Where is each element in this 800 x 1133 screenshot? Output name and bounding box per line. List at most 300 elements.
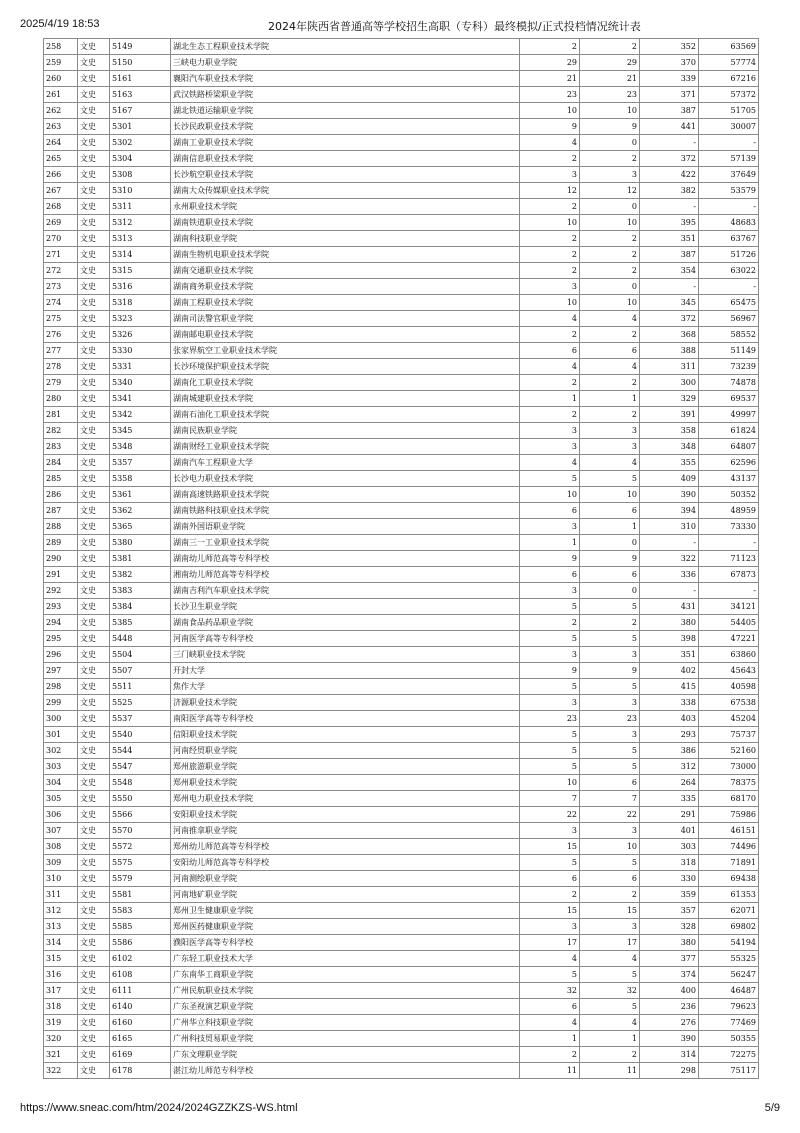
table-row (44, 455, 759, 471)
cell-min-score: 395 (640, 215, 699, 231)
cell-admitted-count: 0 (580, 279, 640, 295)
cell-admitted-count: 4 (580, 1015, 640, 1031)
cell-min-rank: 56247 (699, 967, 759, 983)
cell-min-rank: 48959 (699, 503, 759, 519)
cell-school-name: 湖南科技职业学院 (171, 231, 520, 247)
cell-school-code: 5149 (110, 39, 171, 55)
cell-plan-count: 4 (520, 135, 580, 151)
cell-category: 文史 (78, 455, 110, 471)
cell-min-score: 310 (640, 519, 699, 535)
cell-min-score: 298 (640, 1063, 699, 1079)
cell-plan-count: 2 (520, 887, 580, 903)
cell-min-score: 351 (640, 647, 699, 663)
cell-row-index: 274 (44, 295, 78, 311)
table-row (44, 215, 759, 231)
cell-min-score: 345 (640, 295, 699, 311)
cell-min-rank: 55325 (699, 951, 759, 967)
cell-school-code: 5161 (110, 71, 171, 87)
cell-row-index: 289 (44, 535, 78, 551)
cell-plan-count: 5 (520, 727, 580, 743)
table-row (44, 199, 759, 215)
cell-row-index: 299 (44, 695, 78, 711)
cell-category: 文史 (78, 295, 110, 311)
table-row (44, 247, 759, 263)
cell-row-index: 291 (44, 567, 78, 583)
cell-min-score: 371 (640, 87, 699, 103)
cell-min-score: 370 (640, 55, 699, 71)
cell-row-index: 309 (44, 855, 78, 871)
cell-school-code: 5384 (110, 599, 171, 615)
cell-row-index: 273 (44, 279, 78, 295)
cell-school-name: 湖南邮电职业技术学院 (171, 327, 520, 343)
cell-min-rank: 57774 (699, 55, 759, 71)
cell-min-score: 390 (640, 1031, 699, 1047)
cell-category: 文史 (78, 231, 110, 247)
cell-min-score: - (640, 135, 699, 151)
cell-school-code: 6160 (110, 1015, 171, 1031)
cell-category: 文史 (78, 663, 110, 679)
cell-row-index: 265 (44, 151, 78, 167)
cell-school-name: 湖南食品药品职业学院 (171, 615, 520, 631)
table-row (44, 951, 759, 967)
cell-school-code: 5326 (110, 327, 171, 343)
cell-min-rank: 63022 (699, 263, 759, 279)
cell-row-index: 266 (44, 167, 78, 183)
cell-min-rank: 62071 (699, 903, 759, 919)
table-row (44, 759, 759, 775)
cell-category: 文史 (78, 823, 110, 839)
table-row (44, 183, 759, 199)
table-row (44, 1015, 759, 1031)
cell-plan-count: 3 (520, 423, 580, 439)
table-row (44, 743, 759, 759)
cell-min-rank: 63767 (699, 231, 759, 247)
cell-min-score: 328 (640, 919, 699, 935)
cell-row-index: 270 (44, 231, 78, 247)
table-row (44, 519, 759, 535)
cell-admitted-count: 10 (580, 295, 640, 311)
table-row (44, 151, 759, 167)
cell-plan-count: 4 (520, 951, 580, 967)
cell-category: 文史 (78, 375, 110, 391)
cell-row-index: 275 (44, 311, 78, 327)
cell-school-code: 6178 (110, 1063, 171, 1079)
cell-category: 文史 (78, 711, 110, 727)
cell-admitted-count: 1 (580, 519, 640, 535)
cell-school-code: 5507 (110, 663, 171, 679)
cell-category: 文史 (78, 423, 110, 439)
cell-school-name: 湖南民族职业学院 (171, 423, 520, 439)
cell-school-name: 湖南司法警官职业学院 (171, 311, 520, 327)
cell-admitted-count: 3 (580, 695, 640, 711)
cell-category: 文史 (78, 647, 110, 663)
cell-row-index: 320 (44, 1031, 78, 1047)
cell-min-rank: 75737 (699, 727, 759, 743)
page-url: https://www.sneac.com/htm/2024/2024GZZKZS-WS.html (20, 1102, 298, 1114)
cell-plan-count: 1 (520, 535, 580, 551)
cell-min-score: 354 (640, 263, 699, 279)
cell-min-rank: 54405 (699, 615, 759, 631)
cell-admitted-count: 23 (580, 87, 640, 103)
cell-min-rank: 62596 (699, 455, 759, 471)
cell-school-name: 湖南大众传媒职业技术学院 (171, 183, 520, 199)
cell-school-code: 5586 (110, 935, 171, 951)
cell-row-index: 279 (44, 375, 78, 391)
cell-category: 文史 (78, 679, 110, 695)
cell-school-name: 湖北铁道运输职业学院 (171, 103, 520, 119)
print-footer (20, 1102, 780, 1118)
cell-school-code: 5330 (110, 343, 171, 359)
cell-school-code: 5323 (110, 311, 171, 327)
cell-school-code: 5550 (110, 791, 171, 807)
table-row (44, 135, 759, 151)
cell-plan-count: 32 (520, 983, 580, 999)
cell-min-rank: 73000 (699, 759, 759, 775)
cell-min-rank: 57139 (699, 151, 759, 167)
cell-row-index: 294 (44, 615, 78, 631)
cell-school-name: 长沙卫生职业学院 (171, 599, 520, 615)
cell-plan-count: 2 (520, 407, 580, 423)
cell-plan-count: 9 (520, 551, 580, 567)
cell-school-name: 广州民航职业技术学院 (171, 983, 520, 999)
cell-row-index: 264 (44, 135, 78, 151)
cell-school-name: 湖南石油化工职业技术学院 (171, 407, 520, 423)
cell-row-index: 313 (44, 919, 78, 935)
table-row (44, 567, 759, 583)
cell-school-name: 广东文理职业学院 (171, 1047, 520, 1063)
cell-school-name: 安阳职业技术学院 (171, 807, 520, 823)
table-row (44, 407, 759, 423)
table-row (44, 391, 759, 407)
table-row (44, 967, 759, 983)
cell-admitted-count: 3 (580, 727, 640, 743)
cell-category: 文史 (78, 919, 110, 935)
cell-school-code: 5382 (110, 567, 171, 583)
table-row (44, 983, 759, 999)
cell-min-rank: 63860 (699, 647, 759, 663)
cell-min-score: 380 (640, 935, 699, 951)
cell-plan-count: 21 (520, 71, 580, 87)
table-row (44, 583, 759, 599)
cell-plan-count: 2 (520, 39, 580, 55)
table-row (44, 599, 759, 615)
cell-min-score: 394 (640, 503, 699, 519)
table-row (44, 119, 759, 135)
cell-min-rank: 75986 (699, 807, 759, 823)
cell-school-name: 南阳医学高等专科学校 (171, 711, 520, 727)
cell-plan-count: 5 (520, 743, 580, 759)
cell-plan-count: 2 (520, 231, 580, 247)
cell-min-rank: - (699, 583, 759, 599)
cell-plan-count: 5 (520, 855, 580, 871)
cell-school-name: 长沙环境保护职业技术学院 (171, 359, 520, 375)
table-row (44, 679, 759, 695)
cell-school-code: 5315 (110, 263, 171, 279)
cell-min-score: 359 (640, 887, 699, 903)
table-row (44, 375, 759, 391)
cell-category: 文史 (78, 727, 110, 743)
table-row (44, 439, 759, 455)
cell-min-rank: 48683 (699, 215, 759, 231)
cell-school-name: 湖南三一工业职业技术学院 (171, 535, 520, 551)
cell-school-code: 5167 (110, 103, 171, 119)
cell-school-name: 河南地矿职业学院 (171, 887, 520, 903)
cell-min-score: 322 (640, 551, 699, 567)
cell-admitted-count: 21 (580, 71, 640, 87)
cell-min-score: - (640, 279, 699, 295)
cell-school-code: 5537 (110, 711, 171, 727)
cell-min-score: 441 (640, 119, 699, 135)
cell-min-score: - (640, 535, 699, 551)
cell-category: 文史 (78, 615, 110, 631)
table-row (44, 615, 759, 631)
cell-category: 文史 (78, 135, 110, 151)
cell-school-name: 河南医学高等专科学校 (171, 631, 520, 647)
cell-min-score: 330 (640, 871, 699, 887)
cell-category: 文史 (78, 839, 110, 855)
cell-min-rank: 46151 (699, 823, 759, 839)
cell-school-code: 6111 (110, 983, 171, 999)
cell-school-name: 广州科技贸易职业学院 (171, 1031, 520, 1047)
cell-admitted-count: 7 (580, 791, 640, 807)
cell-min-rank: - (699, 279, 759, 295)
cell-min-score: 372 (640, 311, 699, 327)
cell-min-score: 390 (640, 487, 699, 503)
cell-admitted-count: 3 (580, 439, 640, 455)
cell-category: 文史 (78, 327, 110, 343)
cell-admitted-count: 2 (580, 407, 640, 423)
cell-school-name: 湖南财经工业职业技术学院 (171, 439, 520, 455)
cell-category: 文史 (78, 247, 110, 263)
table-body (44, 39, 759, 1079)
cell-min-score: 377 (640, 951, 699, 967)
cell-school-name: 郑州旅游职业学院 (171, 759, 520, 775)
cell-school-name: 广州华立科技职业学院 (171, 1015, 520, 1031)
cell-plan-count: 7 (520, 791, 580, 807)
cell-min-rank: 64807 (699, 439, 759, 455)
table-row (44, 231, 759, 247)
cell-plan-count: 5 (520, 967, 580, 983)
cell-row-index: 281 (44, 407, 78, 423)
cell-school-name: 三峡电力职业学院 (171, 55, 520, 71)
cell-row-index: 316 (44, 967, 78, 983)
cell-plan-count: 17 (520, 935, 580, 951)
table-row (44, 327, 759, 343)
cell-min-score: 401 (640, 823, 699, 839)
cell-category: 文史 (78, 183, 110, 199)
table-row (44, 791, 759, 807)
cell-plan-count: 5 (520, 679, 580, 695)
cell-min-score: 372 (640, 151, 699, 167)
cell-category: 文史 (78, 871, 110, 887)
cell-school-code: 5540 (110, 727, 171, 743)
cell-min-score: 351 (640, 231, 699, 247)
cell-school-code: 5380 (110, 535, 171, 551)
cell-category: 文史 (78, 503, 110, 519)
cell-school-code: 5302 (110, 135, 171, 151)
table-row (44, 535, 759, 551)
cell-min-score: 398 (640, 631, 699, 647)
cell-row-index: 302 (44, 743, 78, 759)
cell-admitted-count: 5 (580, 967, 640, 983)
cell-min-score: 312 (640, 759, 699, 775)
cell-school-name: 湖南生物机电职业技术学院 (171, 247, 520, 263)
cell-plan-count: 6 (520, 871, 580, 887)
cell-school-name: 郑州医药健康职业学院 (171, 919, 520, 935)
cell-admitted-count: 3 (580, 823, 640, 839)
cell-school-name: 焦作大学 (171, 679, 520, 695)
cell-category: 文史 (78, 855, 110, 871)
cell-plan-count: 23 (520, 711, 580, 727)
cell-school-code: 5341 (110, 391, 171, 407)
cell-min-rank: 47221 (699, 631, 759, 647)
cell-row-index: 277 (44, 343, 78, 359)
cell-school-code: 6108 (110, 967, 171, 983)
cell-min-rank: 50352 (699, 487, 759, 503)
cell-plan-count: 2 (520, 199, 580, 215)
cell-admitted-count: 5 (580, 631, 640, 647)
table-row (44, 39, 759, 55)
cell-min-rank: 67873 (699, 567, 759, 583)
cell-school-name: 湖南汽车工程职业大学 (171, 455, 520, 471)
cell-admitted-count: 10 (580, 839, 640, 855)
cell-min-rank: 79623 (699, 999, 759, 1015)
cell-admitted-count: 11 (580, 1063, 640, 1079)
cell-school-name: 湖南铁路科技职业技术学院 (171, 503, 520, 519)
cell-row-index: 288 (44, 519, 78, 535)
cell-row-index: 300 (44, 711, 78, 727)
cell-category: 文史 (78, 567, 110, 583)
cell-school-name: 湖南信息职业技术学院 (171, 151, 520, 167)
cell-row-index: 263 (44, 119, 78, 135)
cell-category: 文史 (78, 167, 110, 183)
cell-school-code: 5583 (110, 903, 171, 919)
cell-category: 文史 (78, 215, 110, 231)
table-row (44, 295, 759, 311)
cell-plan-count: 5 (520, 471, 580, 487)
cell-row-index: 318 (44, 999, 78, 1015)
cell-admitted-count: 4 (580, 455, 640, 471)
cell-admitted-count: 5 (580, 855, 640, 871)
cell-category: 文史 (78, 87, 110, 103)
cell-min-score: 382 (640, 183, 699, 199)
cell-category: 文史 (78, 759, 110, 775)
cell-min-rank: 61353 (699, 887, 759, 903)
cell-row-index: 292 (44, 583, 78, 599)
cell-category: 文史 (78, 263, 110, 279)
cell-plan-count: 6 (520, 999, 580, 1015)
cell-min-rank: 53579 (699, 183, 759, 199)
cell-category: 文史 (78, 311, 110, 327)
cell-admitted-count: 9 (580, 663, 640, 679)
cell-plan-count: 10 (520, 295, 580, 311)
cell-row-index: 307 (44, 823, 78, 839)
cell-admitted-count: 5 (580, 999, 640, 1015)
cell-min-rank: 63569 (699, 39, 759, 55)
cell-min-score: 422 (640, 167, 699, 183)
cell-category: 文史 (78, 199, 110, 215)
table-row (44, 775, 759, 791)
cell-school-name: 郑州卫生健康职业学院 (171, 903, 520, 919)
cell-min-rank: 51149 (699, 343, 759, 359)
cell-school-name: 郑州电力职业技术学院 (171, 791, 520, 807)
cell-admitted-count: 4 (580, 951, 640, 967)
cell-school-name: 武汉铁路桥梁职业学院 (171, 87, 520, 103)
table-row (44, 167, 759, 183)
cell-plan-count: 6 (520, 503, 580, 519)
cell-plan-count: 4 (520, 1015, 580, 1031)
cell-plan-count: 9 (520, 663, 580, 679)
cell-min-score: - (640, 199, 699, 215)
table-row (44, 279, 759, 295)
cell-row-index: 306 (44, 807, 78, 823)
cell-min-score: 403 (640, 711, 699, 727)
cell-admitted-count: 3 (580, 647, 640, 663)
cell-admitted-count: 3 (580, 919, 640, 935)
cell-school-name: 湖南化工职业技术学院 (171, 375, 520, 391)
cell-min-score: 276 (640, 1015, 699, 1031)
cell-school-code: 5581 (110, 887, 171, 903)
cell-category: 文史 (78, 55, 110, 71)
cell-min-score: 400 (640, 983, 699, 999)
admission-table (43, 38, 759, 1079)
cell-school-name: 广东南华工商职业学院 (171, 967, 520, 983)
cell-min-score: 368 (640, 327, 699, 343)
cell-plan-count: 2 (520, 263, 580, 279)
cell-min-score: 311 (640, 359, 699, 375)
cell-category: 文史 (78, 471, 110, 487)
table-row (44, 503, 759, 519)
cell-min-score: 264 (640, 775, 699, 791)
cell-school-name: 湖南城建职业技术学院 (171, 391, 520, 407)
cell-category: 文史 (78, 791, 110, 807)
cell-category: 文史 (78, 119, 110, 135)
cell-school-code: 5342 (110, 407, 171, 423)
cell-school-code: 5357 (110, 455, 171, 471)
cell-min-score: 391 (640, 407, 699, 423)
cell-min-rank: - (699, 135, 759, 151)
cell-min-score: 387 (640, 247, 699, 263)
cell-school-code: 5572 (110, 839, 171, 855)
cell-admitted-count: 1 (580, 391, 640, 407)
cell-school-code: 5318 (110, 295, 171, 311)
cell-school-code: 5314 (110, 247, 171, 263)
table-row (44, 695, 759, 711)
cell-min-rank: 49997 (699, 407, 759, 423)
cell-admitted-count: 0 (580, 583, 640, 599)
cell-admitted-count: 17 (580, 935, 640, 951)
cell-min-rank: 68170 (699, 791, 759, 807)
table-row (44, 71, 759, 87)
cell-min-score: 352 (640, 39, 699, 55)
cell-admitted-count: 10 (580, 487, 640, 503)
cell-row-index: 308 (44, 839, 78, 855)
cell-min-rank: - (699, 535, 759, 551)
cell-row-index: 301 (44, 727, 78, 743)
cell-school-code: 5358 (110, 471, 171, 487)
cell-admitted-count: 10 (580, 215, 640, 231)
cell-admitted-count: 0 (580, 135, 640, 151)
cell-category: 文史 (78, 599, 110, 615)
cell-school-code: 5362 (110, 503, 171, 519)
cell-plan-count: 3 (520, 647, 580, 663)
cell-row-index: 304 (44, 775, 78, 791)
cell-school-code: 5548 (110, 775, 171, 791)
cell-school-code: 5348 (110, 439, 171, 455)
cell-admitted-count: 10 (580, 103, 640, 119)
cell-min-rank: 30007 (699, 119, 759, 135)
cell-plan-count: 11 (520, 1063, 580, 1079)
